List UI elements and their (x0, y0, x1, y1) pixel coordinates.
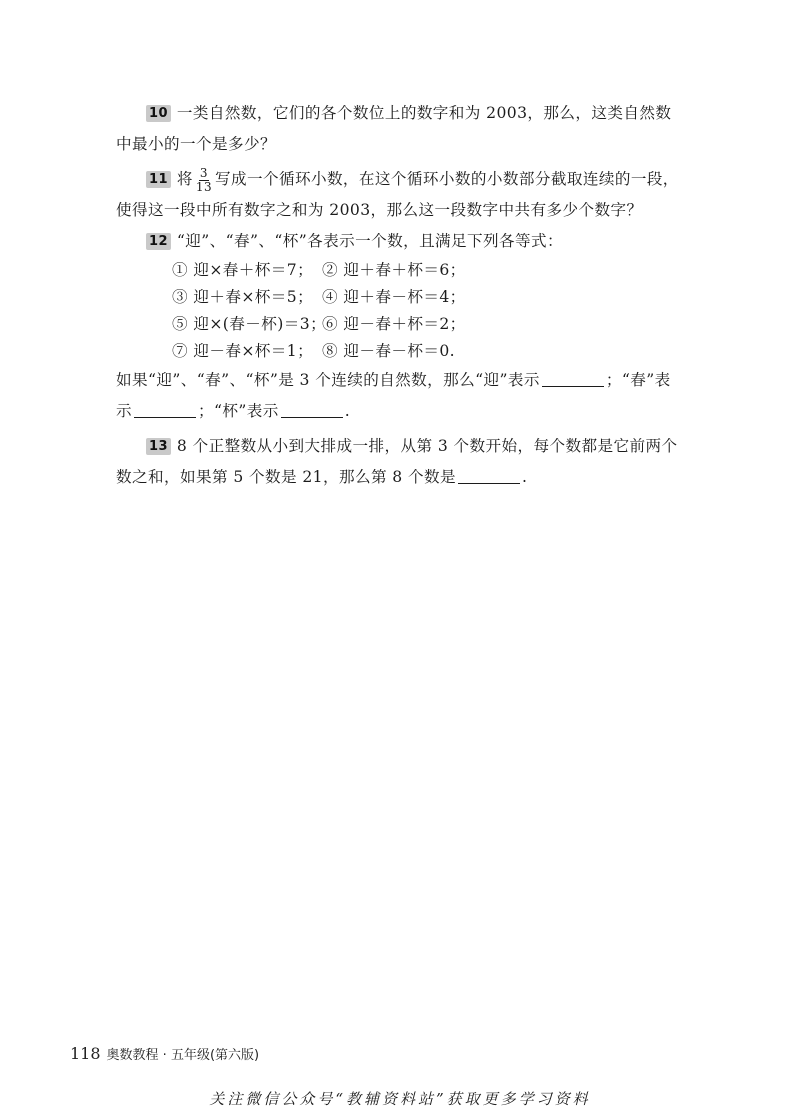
page-footer (70, 1044, 259, 1063)
question-number-13: 13 (146, 438, 171, 455)
question-number-11: 11 (146, 171, 171, 188)
fraction-numerator: 3 (199, 165, 208, 180)
fraction-denominator: 13 (195, 179, 212, 194)
answer-blank-eighth-number[interactable] (458, 465, 520, 484)
question-number-10: 10 (146, 105, 171, 122)
question-11 (116, 164, 686, 226)
question-13-text: 8 个正整数从小到大排成一排，从第 3 个数开始，每个数都是它前两个数之和，如果第 5 个数是 21，那么第 8 个数是 (116, 437, 678, 486)
equation-1: ① 迎×春＋杯＝7； (172, 261, 314, 279)
question-number-12: 12 (146, 233, 171, 250)
question-12-part-b: ；“春”表示 (116, 371, 671, 420)
question-12-end: . (344, 402, 351, 420)
equation-8: ⑧ 迎－春－杯＝0. (322, 342, 455, 360)
page-number: 118 (70, 1044, 101, 1063)
question-12-part-c: ；“杯”表示 (198, 402, 279, 420)
book-title: 奥数教程 · 五年级(第六版) (106, 1048, 260, 1063)
question-12 (116, 226, 686, 257)
equation-3: ③ 迎＋春×杯＝5； (172, 288, 314, 306)
page-body (116, 98, 686, 493)
question-13 (116, 431, 686, 493)
question-11-text: 写成一个循环小数，在这个循环小数的小数部分截取连续的一段，使得这一段中所有数字之和为 2003，那么这一段数字中共有多少个数字？ (116, 170, 679, 219)
fraction (195, 167, 213, 194)
question-12-part-a: 如果“迎”、“春”、“杯”是 3 个连续的自然数，那么“迎”表示 (116, 371, 540, 389)
answer-blank-ying[interactable] (542, 368, 604, 387)
question-11-prefix: 将 (176, 170, 193, 188)
equation-6: ⑥ 迎－春＋杯＝2； (322, 315, 466, 333)
question-12-fill-in (116, 365, 686, 427)
question-12-intro: “迎”、“春”、“杯”各表示一个数，且满足下列各等式： (176, 232, 564, 250)
question-13-end: . (521, 468, 528, 486)
equation-2: ② 迎＋春＋杯＝6； (322, 261, 466, 279)
equation-4: ④ 迎＋春－杯＝4； (322, 288, 466, 306)
question-10-text: 一类自然数，它们的各个数位上的数字和为 2003，那么，这类自然数中最小的一个是多少？ (116, 104, 672, 153)
watermark-text: 关注微信公众号“教辅资料站”获取更多学习资料 (209, 1090, 591, 1108)
equation-7: ⑦ 迎－春×杯＝1； (172, 342, 314, 360)
equation-list (172, 257, 686, 365)
answer-blank-chun[interactable] (134, 399, 196, 418)
question-10 (116, 98, 686, 160)
answer-blank-bei[interactable] (281, 399, 343, 418)
equation-5: ⑤ 迎×(春－杯)＝3； (172, 315, 327, 333)
